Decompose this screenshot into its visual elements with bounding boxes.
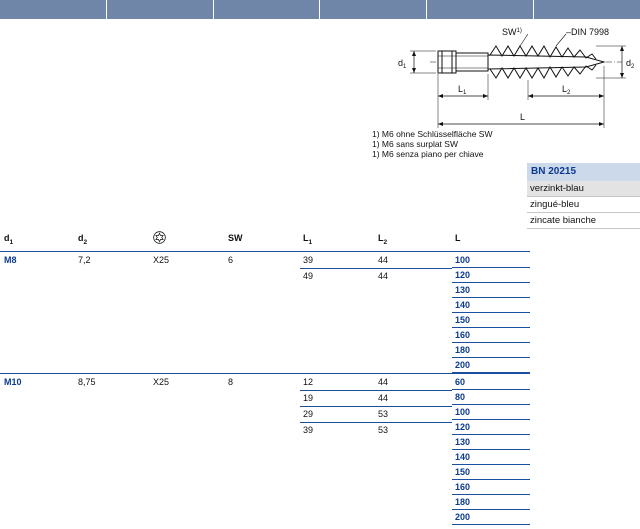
header-segment xyxy=(0,0,107,19)
m10-lengths xyxy=(452,375,530,525)
length-value: 130 xyxy=(452,435,530,450)
l2-value: 44 xyxy=(378,393,389,403)
l1-label: $L_1$ xyxy=(458,84,467,96)
length-value: 140 xyxy=(452,450,530,465)
l1-value: 39 xyxy=(303,255,314,265)
length-value: 80 xyxy=(452,390,530,405)
header-segment xyxy=(534,0,640,19)
d1-label: $d_1$ xyxy=(398,58,407,70)
sw-label: SW$^{1)}$ xyxy=(502,27,522,37)
group-separator xyxy=(0,373,530,374)
length-value: 140 xyxy=(452,298,530,313)
length-value: 150 xyxy=(452,465,530,480)
l-label: L xyxy=(520,112,526,122)
l1-value: 49 xyxy=(303,271,314,281)
table-header xyxy=(0,229,530,249)
length-value: 200 xyxy=(452,358,530,373)
top-header-bar xyxy=(0,0,640,19)
col-l1: $L_1$ xyxy=(303,233,313,246)
l2-value: 44 xyxy=(378,271,389,281)
screw-technical-drawing xyxy=(390,24,640,134)
length-value: 100 xyxy=(452,253,530,268)
drive-value: X25 xyxy=(153,255,170,265)
length-value: 180 xyxy=(452,495,530,510)
l2-value: 44 xyxy=(378,255,389,265)
torx-drive-icon xyxy=(153,231,166,244)
finish-code: BN 20215 xyxy=(527,163,640,181)
header-segment xyxy=(427,0,534,19)
finish-it: zincate bianche xyxy=(527,213,640,229)
d2-value: 8,75 xyxy=(78,377,96,387)
col-d2: $d_2$ xyxy=(78,233,88,246)
l1-value: 29 xyxy=(303,409,314,419)
header-segment xyxy=(107,0,214,19)
size-value: M10 xyxy=(4,377,22,387)
m8-lengths xyxy=(452,253,530,373)
col-l: L xyxy=(455,233,461,243)
l2-value: 44 xyxy=(378,377,389,387)
l1-value: 19 xyxy=(303,393,314,403)
d2-value: 7,2 xyxy=(78,255,91,265)
l1-value: 39 xyxy=(303,425,314,435)
sw-value: 8 xyxy=(228,377,234,387)
l2-label: $L_2$ xyxy=(562,84,571,96)
header-segment xyxy=(320,0,427,19)
finish-fr: zingué-bleu xyxy=(527,197,640,213)
length-value: 120 xyxy=(452,268,530,283)
length-value: 200 xyxy=(452,510,530,525)
length-value: 150 xyxy=(452,313,530,328)
col-l2: $L_2$ xyxy=(378,233,388,246)
footnote-fr: 1) M6 sans surplat SW xyxy=(372,139,458,149)
drive-value: X25 xyxy=(153,377,170,387)
l2-value: 53 xyxy=(378,425,389,435)
sw-value: 6 xyxy=(228,255,234,265)
footnote-de: 1) M6 ohne Schlüsselfläche SW xyxy=(372,129,493,139)
size-value: M8 xyxy=(4,255,17,265)
footnote-it: 1) M6 senza piano per chiave xyxy=(372,149,484,159)
length-value: 160 xyxy=(452,480,530,495)
length-value: 120 xyxy=(452,420,530,435)
col-sw: SW xyxy=(228,233,243,243)
header-segment xyxy=(214,0,321,19)
din-label: –DIN 7998 xyxy=(566,27,610,37)
footnotes xyxy=(372,129,492,159)
length-value: 100 xyxy=(452,405,530,420)
length-value: 60 xyxy=(452,375,530,390)
d2-label: $d_2$ xyxy=(626,58,635,70)
l1-value: 12 xyxy=(303,377,314,387)
finish-box xyxy=(527,163,640,229)
col-d1: $d_1$ xyxy=(4,233,14,246)
length-value: 160 xyxy=(452,328,530,343)
l2-value: 53 xyxy=(378,409,389,419)
length-value: 180 xyxy=(452,343,530,358)
length-value: 130 xyxy=(452,283,530,298)
group-separator xyxy=(0,251,530,252)
finish-de: verzinkt-blau xyxy=(527,181,640,197)
